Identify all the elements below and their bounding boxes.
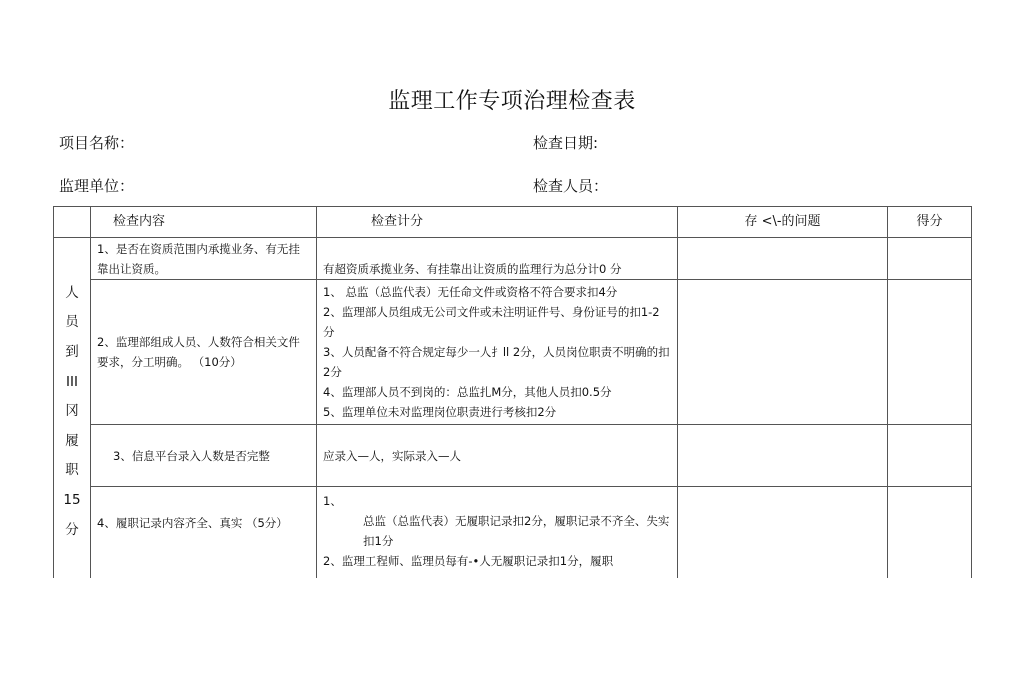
inspection-table [53,206,972,587]
row-score-cell [888,238,972,280]
table-row [54,425,972,487]
header-score: 得分 [888,207,972,238]
row-problems-cell [678,280,888,425]
row-scoring [317,280,678,425]
scoring-line: 3、人员配备不符合规定每少一人扌ll 2分，人员岗位职责不明确的扣2分 [323,345,670,379]
section-label-char: III [66,373,78,390]
section-label-char: 员 [65,314,79,331]
section-label-char: 履 [65,432,79,449]
supervision-unit-label: 监理单位： [59,177,135,195]
section-label-char: 到 [65,344,79,361]
row-problems-cell [678,425,888,487]
section-label-char: 分 [65,521,79,538]
section-label-cell [54,238,91,587]
scoring-line: 1、 总监（总监代表）无任命文件或资格不符合要求扣4分 [323,285,618,299]
table-row [54,487,972,587]
row-score-cell [888,487,972,587]
table-row [54,280,972,425]
scoring-line: 1、 [323,494,342,508]
scoring-line: 应录入—人，实际录入—人 [323,448,461,463]
inspector-label: 检查人员： [533,177,609,195]
header-check-scoring: 检查计分 [317,207,678,238]
section-label-char: 冈 [65,403,79,420]
scoring-line: 有超资质承揽业务、有挂靠出让资质的监理行为总分计0 分 [323,262,622,276]
section-label-char: 职 [65,462,79,479]
scoring-line: 5、监理单位未对监理岗位职责进行考核扣2分 [323,405,557,419]
project-name-label: 项目名称： [59,134,135,152]
row-scoring [317,238,678,280]
scoring-line: 总监（总监代表）无履职记录扣2分，履职记录不齐全、失实扣1分 [363,514,670,548]
row-content: 1、是否在资质范围内承揽业务、有无挂靠出让资质。 [91,238,317,280]
page-bottom-whitespace [0,578,1024,692]
check-date-label: 检查日期: [533,134,599,152]
row-content: 2、监理部组成人员、人数符合相关文件要求，分工明确。 （10分） [91,280,317,425]
header-blank-cell [54,207,91,238]
scoring-clip [323,491,671,581]
header-problems: 存 <\-的问题 [678,207,888,238]
document-title: 监理工作专项治理检查表 [388,89,636,114]
row-content: 3、信息平台录入人数是否完整 [91,425,317,487]
row-scoring [317,425,678,487]
row-score-cell [888,425,972,487]
row-content: 4、履职记录内容齐全、真实 （5分） [91,487,317,587]
row-score-cell [888,280,972,425]
row-scoring [317,487,678,587]
section-label-char: 人 [65,284,79,301]
table-header-row [54,207,972,238]
scoring-line: 4、监理部人员不到岗的：总监扎M分，其他人员扣0.5分 [323,385,612,399]
table-row [54,238,972,280]
row-problems-cell [678,238,888,280]
scoring-line: 2、监理工程师、监理员每有-•人无履职记录扣1分，履职 [323,554,614,568]
row-problems-cell [678,487,888,587]
scoring-line: 2、监理部人员组成无公司文件或未注明证件号、身份证号的扣1-2分 [323,305,660,339]
section-label [63,279,80,545]
header-check-content: 检查内容 [91,207,317,238]
section-label-char: 15 [63,491,81,508]
